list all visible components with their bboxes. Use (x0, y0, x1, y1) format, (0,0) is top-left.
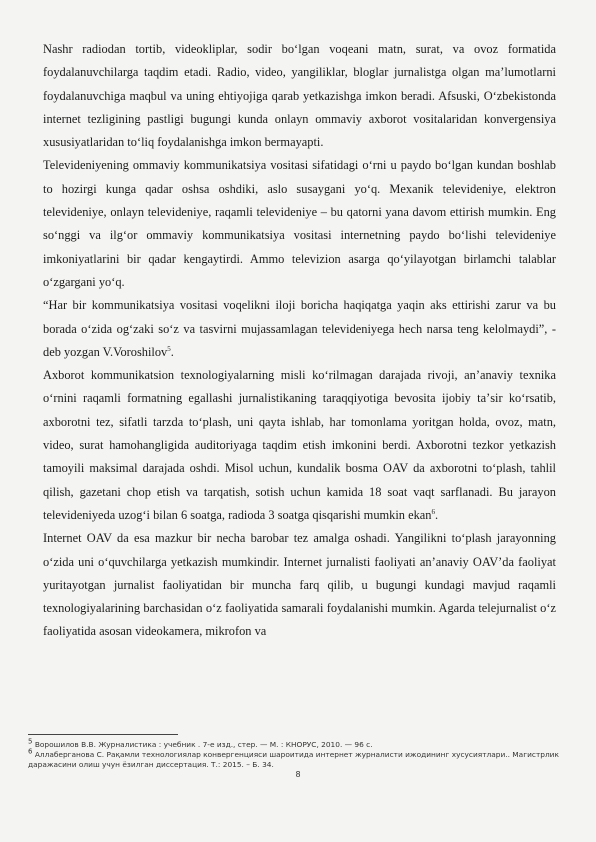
footnote-6 (28, 747, 568, 770)
page-body (43, 38, 556, 644)
page-number: 8 (295, 770, 301, 779)
paragraph-5: Internet OAV da esa mazkur bir necha barobar tez amalga oshadi. Yangilikni toʻplash jarayonning oʻzida uni oʻquvchilarga yetkazish mumkindir. Internet jurnalisti faoliyati anʼanaviy OAVʼda faoliyat yuritayotgan jurnalist faoliyatidan bir muncha farq qilib, u bugungi kundagi mavjud raqamli texnologiyalarining barchasidan oʻz faoliyatida samarali foydalanishi mumkin. Agarda telejurnalist oʻz faoliyatida asosan videokamera, mikrofon va (43, 531, 556, 639)
footnote-5 (28, 737, 568, 750)
footnote-ref-5[interactable]: 5 (167, 344, 171, 353)
footnotes (28, 734, 568, 769)
footnote-text: Аллаберганова С. Рақамли технологиялар конвергенцияси шароитида интернет журналисти ижодининг хусусиятлари.. Магистрлик даражасини олиш учун ёзилган диссертация. Т.: 2015. – Б. 34. (28, 749, 559, 769)
footnote-text: Ворошилов В.В. Журналистика : учебник . 7-е изд., стер. — М. : КНОРУС, 2010. — 96 с. (32, 740, 373, 749)
footnote-separator (28, 734, 178, 735)
paragraph-2: Televideniyening ommaviy kommunikatsiya vositasi sifatidagi oʻrni u paydo boʻlgan kundan boshlab to hozirgi kunga qadar oshsa oshdiki, aslo susaygani yoʻq. Mexanik televideniye, elektron televideniye, onlayn televideniye, raqamli televideniye – bu qatorni yana davom ettirish mumkin. Eng soʻnggi va ilgʻor ommaviy kommunikatsiya vositasi internetning paydo boʻlishi televideniye imkoniyatlarini bir qadar kengaytirdi. Ammo televizion asarga qoʻyilayotgan birlamchi talablar oʻzgargani yoʻq. (43, 158, 556, 289)
paragraph-4: Axborot kommunikatsion texnologiyalarning misli koʻrilmagan darajada rivoji, anʼanaviy texnika oʻrnini raqamli formatning egallashi jurnalistikaning taraqqiyotiga bevosita ijobiy taʼsir koʻrsatib, axborotni tez, sifatli tarzda toʻplash, uni qayta ishlab, har tomonlama yoritgan holda, ovoz, matn, video, surat hamohangligida auditoriyaga taqdim etish imkonini berdi. Axborotni tezkor yetkazish tamoyili maksimal darajada oshdi. Misol uchun, kundalik bosma OAV da axborotni toʻplash, tahlil qilish, gazetani chop etish va tarqatish, sotish uchun kamida 18 soat vaqt sarflanadi. Bu jarayon televideniyeda uzogʻi bilan 6 soatga, radioda 3 soatga qisqarishi mumkin ekan$^6$. (43, 368, 556, 522)
footnote-number: 6 (28, 747, 33, 756)
footnote-ref-6[interactable]: 6 (431, 507, 435, 516)
footnote-number: 5 (28, 737, 33, 746)
paragraph-3: “Har bir kommunikatsiya vositasi voqelikni iloji boricha haqiqatga yaqin aks ettirishi zarur va bu borada oʻzida ogʻzaki soʻz va tasvirni mujassamlagan televideniyega hech narsa teng kelolmaydi”, - deb yozgan V.Voroshilov$^5$. (43, 298, 556, 359)
paragraph-1: Nashr radiodan tortib, videokliplar, sodir boʻlgan voqeani matn, surat, va ovoz formatida foydalanuvchilarga taqdim etadi. Radio, video, yangiliklar, bloglar jurnalistga olgan maʼlumotlarni foydalanuvchiga maqbul va uning ehtiyojiga qarab yetkazishga imkon beradi. Afsuski, Oʻzbekistonda internet tezligining pastligi bugungi kunda onlayn ommaviy axborot vositalaridan konvergensiya xususiyatlaridan toʻliq foydalanishga imkon bermayapti. (43, 42, 556, 150)
